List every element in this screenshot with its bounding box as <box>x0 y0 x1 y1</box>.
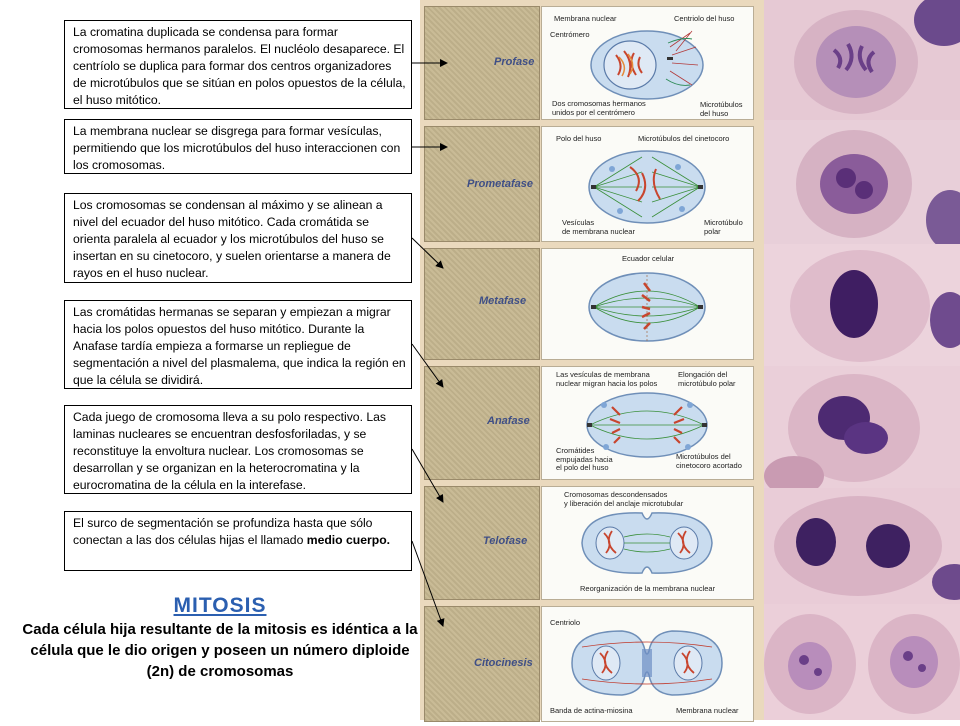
stage-label-metafase: Metafase <box>479 295 527 307</box>
description-text: La membrana nuclear se disgrega para formar vesículas, permitiendo que los microtúbulos del huso interaccionen con los cromosomas. <box>73 124 401 172</box>
label-membrana-nuclear: Membrana nuclear <box>554 14 617 23</box>
description-text: Los cromosomas se condensan al máximo y se alinean a nivel del ecuador del huso mitótico. Cada cromátida se orienta paralela al ecuador y los microtúbulos del huso se insertan en su cinetocoro, y suelen orientarse a manera de rayos en el huso nuclear. <box>73 198 391 280</box>
description-text: Cada juego de cromosoma lleva a su polo respectivo. Las laminas nucleares se encuentran desfosforiladas, y se reconstituye la envoltura nuclear. Los cromosomas se desarrollan y se organizan en la heterocromatina y la eurocromatina de la célula en la interefase. <box>73 410 386 492</box>
label-cromatides-empujadas: Cromátides empujadas hacia el polo del huso <box>556 446 613 472</box>
description-bold-text: medio cuerpo. <box>306 533 391 547</box>
label-elongacion-microtubulo: Elongación del microtúbulo polar <box>678 370 736 388</box>
label-microtubulos-acortado: Microtúbulos del cinetocoro acortado <box>676 452 742 470</box>
label-reorganizacion-membrana: Reorganización de la membrana nuclear <box>580 584 716 593</box>
label-membrana-nuclear-citocinesis: Membrana nuclear <box>676 706 739 715</box>
description-text: La cromatina duplicada se condensa para formar cromosomas hermanos paralelos. El nucléolo desaparece. El centríolo se duplica para formar dos centros organizadores de microtúbulos que se sitúan en polos opuestos de la célula, el huso mitótico. <box>73 25 406 107</box>
label-centriolo-huso: Centriolo del huso <box>674 14 735 23</box>
label-microtubulos-cinetocoro: Microtúbulos del cinetocoro <box>638 134 730 143</box>
stage-label-prometafase: Prometafase <box>467 178 534 190</box>
label-microtubulo-polar: Microtúbulo polar <box>704 218 743 236</box>
label-centriolo: Centriolo <box>550 618 581 627</box>
arrow-metafase <box>412 238 443 268</box>
summary-text: Cada célula hija resultante de la mitosis es idéntica a la célula que le dio origen y poseen un número diploide (2n) de cromosomas <box>22 621 418 680</box>
label-centromero: Centrómero <box>550 30 590 39</box>
label-polo-huso: Polo del huso <box>556 134 602 143</box>
label-banda-actina-miosina: Banda de actina-miosina <box>550 706 633 715</box>
page-title: MITOSIS <box>173 594 267 617</box>
label-cromosomas-descondensados: Cromosomas descondensados y liberación del anclaje microtubular <box>564 490 684 508</box>
stage-label-telofase: Telofase <box>483 535 528 547</box>
description-text: El surco de segmentación se profundiza hasta que sólo conectan a las dos células hijas el llamado <box>73 516 373 547</box>
stage-label-citocinesis: Citocinesis <box>474 657 533 669</box>
label-microtubulos-huso: Microtúbulos del huso <box>700 100 743 118</box>
label-vesiculas: Vesículas de membrana nuclear <box>562 218 635 236</box>
stage-label-anafase: Anafase <box>487 415 530 427</box>
label-vesiculas-migran: Las vesículas de membrana nuclear migran hacia los polos <box>556 370 658 388</box>
label-dos-cromosomas: Dos cromosomas hermanos unidos por el centrómero <box>552 99 646 117</box>
arrow-citocinesis <box>412 541 443 626</box>
arrow-telofase <box>412 449 443 502</box>
stage-label-profase: Profase <box>494 56 535 68</box>
arrow-anafase <box>412 344 443 387</box>
description-text: Las cromátidas hermanas se separan y empiezan a migrar hacia los polos opuestos del huso mitótico. Durante la Anafase tardía empieza a formarse un repliegue de segmentación a nivel del plasmalema, que indica la región en que la célula se dividirá. <box>73 305 406 387</box>
label-ecuador-celular: Ecuador celular <box>622 254 675 263</box>
